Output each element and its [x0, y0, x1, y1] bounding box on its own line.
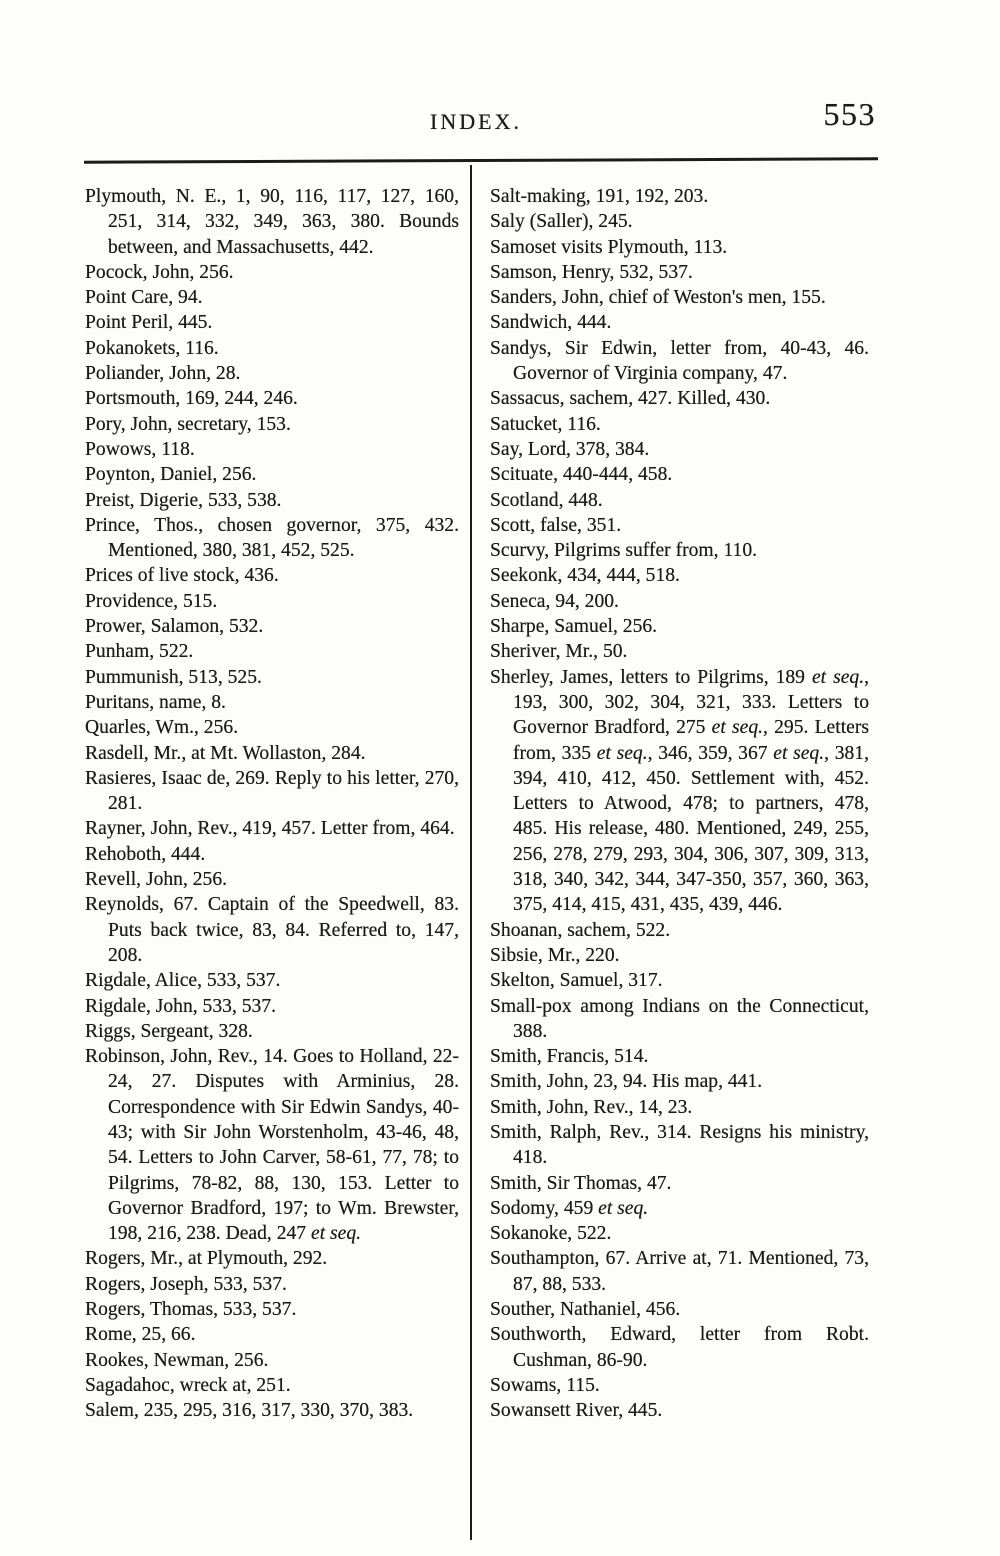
index-entry: Skelton, Samuel, 317. — [490, 970, 663, 992]
index-entry: Southworth, Edward, letter from Robt. Cushman, 86-90. — [490, 1324, 869, 1371]
index-entry: Sandwich, 444. — [490, 312, 612, 334]
index-entry: Salt-making, 191, 192, 203. — [490, 186, 709, 207]
index-entry: Rigdale, John, 533, 537. — [85, 995, 277, 1017]
index-entry: Revell, John, 256. — [85, 869, 228, 891]
index-entry: Poynton, Daniel, 256. — [85, 464, 257, 486]
index-entry: Samoset visits Plymouth, 113. — [490, 236, 728, 258]
index-entry: Point Care, 94. — [85, 287, 203, 309]
index-entry: Southampton, 67. Arrive at, 71. Mentioned, 73, 87, 88, 533. — [490, 1248, 869, 1295]
index-entry: Scituate, 440-444, 458. — [490, 464, 673, 486]
index-column-right — [490, 184, 869, 1424]
index-entry: Scott, false, 351. — [490, 514, 622, 536]
index-entry: Smith, Ralph, Rev., 314. Resigns his ministry, 418. — [490, 1121, 869, 1169]
index-entry: Sherley, James, letters to Pilgrims, 189 et seq., 193, 300, 302, 304, 321, 333. Letters to Governor Bradford, 275 et seq., 295. Letters from, 335 et seq., 346, 359, 367 et seq., 381, 394, 410, 412, 450. Settlement with, 452. Letters to Atwood, 478; to partners, 478, 485. His release, 480. Mentioned, 249, 255, 256, 278, 279, 293, 304, 306, 307, 309, 313, 318, 340, 342, 344, 347-350, 357, 360, 363, 375, 414, 415, 431, 435, 439, 446. — [490, 666, 870, 916]
index-entry: Reynolds, 67. Captain of the Speedwell, 83. Puts back twice, 83, 84. Referred to, 147, 208. — [85, 894, 459, 966]
index-entry: Rome, 25, 66. — [85, 1324, 196, 1346]
index-entry: Sowams, 115. — [490, 1374, 600, 1396]
index-entry: Salem, 235, 295, 316, 317, 330, 370, 383. — [85, 1400, 414, 1422]
index-entry: Sagadahoc, wreck at, 251. — [85, 1374, 291, 1396]
index-entry: Portsmouth, 169, 244, 246. — [85, 388, 298, 410]
index-entry: Poliander, John, 28. — [85, 363, 241, 385]
index-entry: Smith, John, 23, 94. His map, 441. — [490, 1071, 763, 1093]
index-entry: Rigdale, Alice, 533, 537. — [85, 970, 281, 992]
index-entry: Prower, Salamon, 532. — [85, 616, 264, 638]
index-entry: Pory, John, secretary, 153. — [85, 413, 291, 435]
index-entry: Rookes, Newman, 256. — [85, 1349, 269, 1371]
index-entry: Sokanoke, 522. — [490, 1223, 612, 1245]
index-entry: Point Peril, 445. — [85, 312, 213, 334]
index-entry: Prices of live stock, 436. — [85, 565, 279, 587]
index-entry: Sassacus, sachem, 427. Killed, 430. — [490, 388, 771, 410]
index-entry: Shoanan, sachem, 522. — [490, 919, 671, 941]
index-entry: Rasdell, Mr., at Mt. Wollaston, 284. — [85, 742, 366, 764]
index-entry: Scurvy, Pilgrims suffer from, 110. — [490, 540, 758, 562]
index-entry: Rayner, John, Rev., 419, 457. Letter from, 464. — [85, 818, 455, 840]
index-entry: Powows, 118. — [85, 438, 195, 460]
index-entry: Seneca, 94, 200. — [490, 590, 619, 612]
index-entry: Pokanokets, 116. — [85, 337, 219, 359]
index-entry: Pocock, John, 256. — [85, 261, 234, 283]
index-entry: Plymouth, N. E., 1, 90, 116, 117, 127, 160, 251, 314, 332, 349, 363, 380. Bounds between, and Massachusetts, 442. — [85, 186, 459, 258]
index-entry: Preist, Digerie, 533, 538. — [85, 489, 282, 511]
index-entry: Quarles, Wm., 256. — [85, 717, 239, 739]
index-entry: Sanders, John, chief of Weston's men, 155. — [490, 287, 826, 309]
index-entry: Sheriver, Mr., 50. — [490, 641, 628, 663]
running-title: INDEX. — [430, 109, 522, 134]
index-entry: Prince, Thos., chosen governor, 375, 432. Mentioned, 380, 381, 452, 525. — [85, 514, 459, 562]
index-entry: Rogers, Joseph, 533, 537. — [85, 1273, 287, 1295]
index-entry: Rehoboth, 444. — [85, 843, 206, 865]
page-number: 553 — [823, 96, 876, 132]
index-entry: Rogers, Mr., at Plymouth, 292. — [85, 1248, 328, 1270]
index-entry: Sodomy, 459 et seq. — [490, 1197, 649, 1219]
index-entry: Souther, Nathaniel, 456. — [490, 1299, 681, 1321]
index-column-left — [85, 184, 459, 1424]
index-entry: Riggs, Sergeant, 328. — [85, 1020, 253, 1042]
index-entry: Seekonk, 434, 444, 518. — [490, 565, 680, 587]
index-entry: Sandys, Sir Edwin, letter from, 40-43, 46. Governor of Virginia company, 47. — [490, 337, 869, 385]
index-entry: Saly (Saller), 245. — [490, 211, 633, 233]
index-entry: Rasieres, Isaac de, 269. Reply to his letter, 270, 281. — [85, 767, 459, 815]
index-entry: Smith, John, Rev., 14, 23. — [490, 1096, 693, 1118]
index-entry: Pummunish, 513, 525. — [85, 666, 262, 688]
column-divider — [470, 165, 472, 1540]
index-entry: Sharpe, Samuel, 256. — [490, 616, 658, 638]
index-entry: Smith, Francis, 514. — [490, 1046, 649, 1068]
index-entry: Small-pox among Indians on the Connecticut, 388. — [490, 995, 869, 1042]
index-entry: Puritans, name, 8. — [85, 691, 226, 713]
index-entry: Say, Lord, 378, 384. — [490, 438, 650, 460]
index-entry: Sowansett River, 445. — [490, 1400, 663, 1422]
index-entry: Smith, Sir Thomas, 47. — [490, 1172, 672, 1194]
index-entry: Sibsie, Mr., 220. — [490, 944, 620, 966]
index-entry: Rogers, Thomas, 533, 537. — [85, 1299, 297, 1321]
index-entry: Satucket, 116. — [490, 413, 601, 435]
index-entry: Samson, Henry, 532, 537. — [490, 261, 693, 283]
header-rule — [84, 157, 878, 163]
index-entry: Scotland, 448. — [490, 489, 603, 511]
index-entry: Providence, 515. — [85, 590, 218, 612]
index-entry: Punham, 522. — [85, 641, 194, 663]
index-entry: Robinson, John, Rev., 14. Goes to Holland, 22-24, 27. Disputes with Arminius, 28. Correspondence with Sir Edwin Sandys, 40-43; with Sir John Worstenholm, 43-46, 48, 54. Letters to John Carver, 58-61, 77, 78; to Pilgrims, 78-82, 88, 130, 153. Letter to Governor Bradford, 197; to Wm. Brewster, 198, 216, 238. Dead, 247 et seq. — [85, 1046, 459, 1245]
